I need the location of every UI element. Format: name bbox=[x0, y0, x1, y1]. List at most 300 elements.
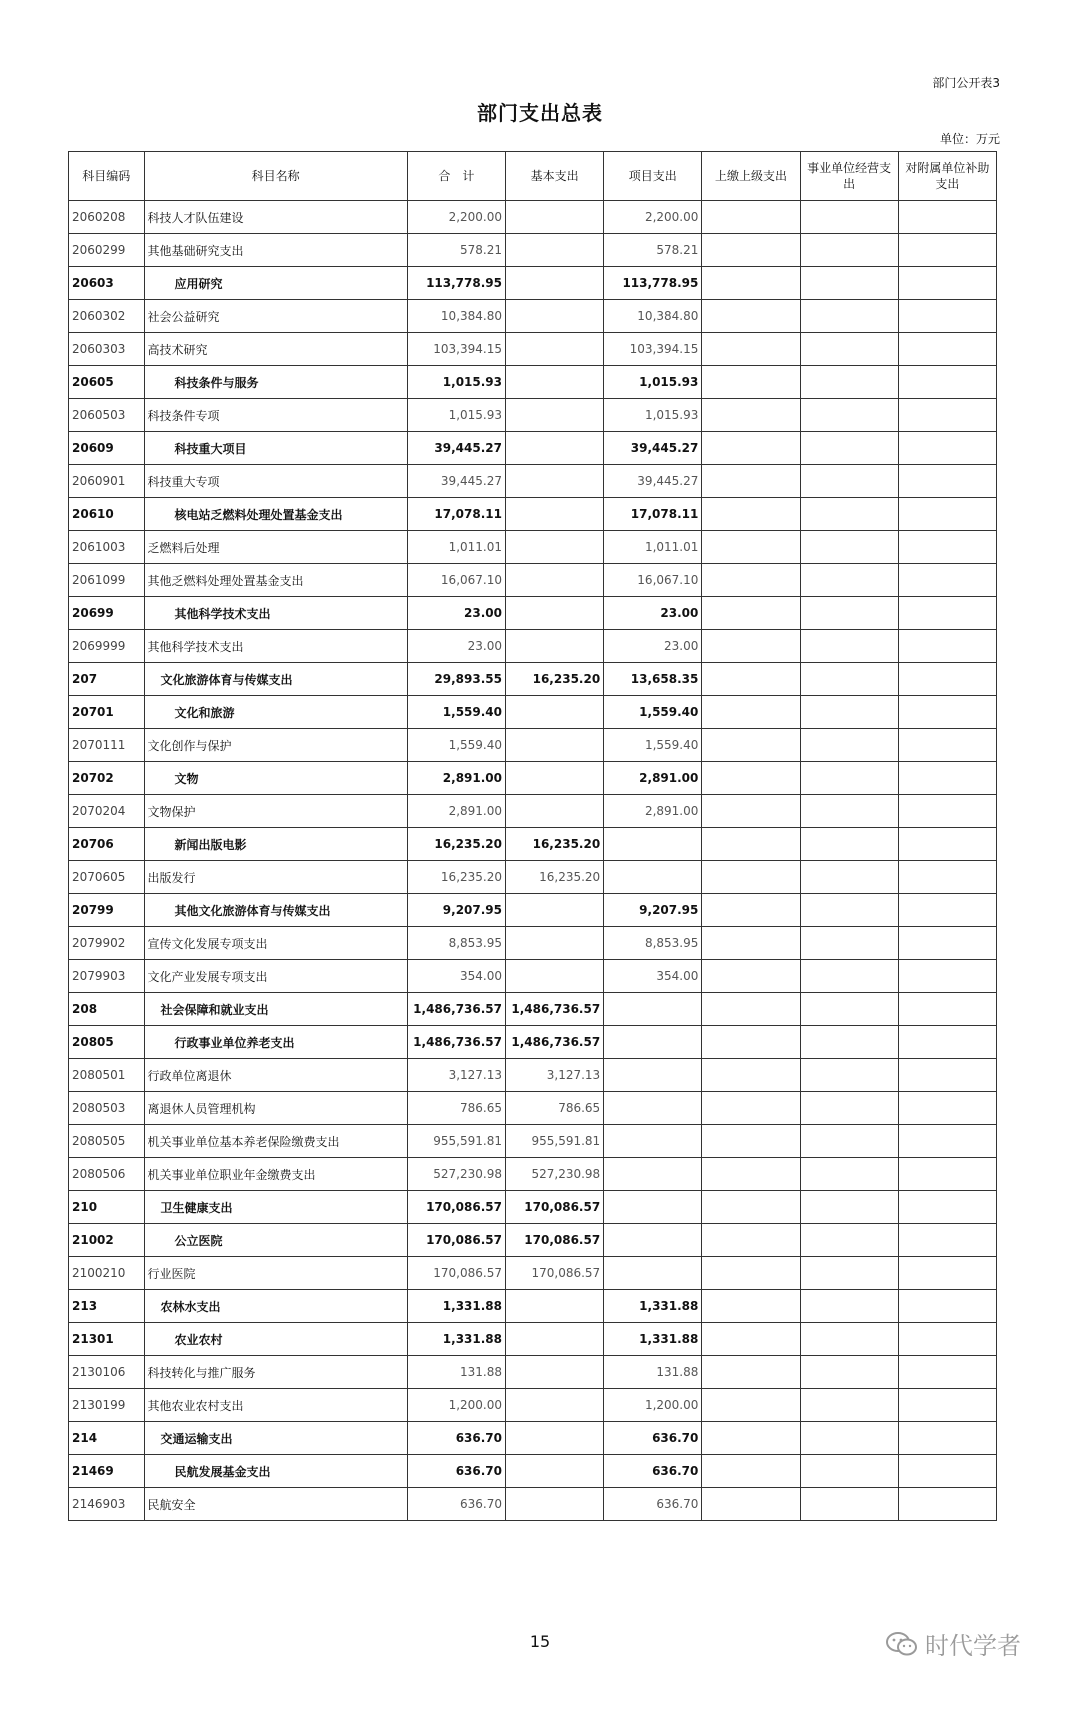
row-name: 农林水支出 bbox=[144, 1290, 407, 1323]
row-basic bbox=[506, 1422, 604, 1455]
row-project: 1,015.93 bbox=[604, 399, 702, 432]
row-business bbox=[800, 696, 898, 729]
row-basic bbox=[506, 927, 604, 960]
row-remit bbox=[702, 1290, 800, 1323]
row-basic: 786.65 bbox=[506, 1092, 604, 1125]
row-code: 2061003 bbox=[69, 531, 145, 564]
row-project bbox=[604, 993, 702, 1026]
row-remit bbox=[702, 1092, 800, 1125]
row-basic: 170,086.57 bbox=[506, 1257, 604, 1290]
table-row bbox=[69, 1191, 997, 1224]
row-business bbox=[800, 1455, 898, 1488]
table-row bbox=[69, 927, 997, 960]
row-business bbox=[800, 597, 898, 630]
row-project bbox=[604, 1257, 702, 1290]
table-row bbox=[69, 1092, 997, 1125]
row-basic bbox=[506, 399, 604, 432]
row-total: 354.00 bbox=[407, 960, 505, 993]
row-code: 207 bbox=[69, 663, 145, 696]
row-project bbox=[604, 1224, 702, 1257]
table-header-row bbox=[69, 152, 997, 201]
row-remit bbox=[702, 366, 800, 399]
table-row bbox=[69, 333, 997, 366]
row-basic: 16,235.20 bbox=[506, 663, 604, 696]
row-code: 2061099 bbox=[69, 564, 145, 597]
row-code: 21301 bbox=[69, 1323, 145, 1356]
row-business bbox=[800, 432, 898, 465]
row-code: 20702 bbox=[69, 762, 145, 795]
row-subsidy bbox=[898, 1059, 996, 1092]
row-project: 1,015.93 bbox=[604, 366, 702, 399]
col-header-project: 项目支出 bbox=[604, 152, 702, 201]
row-subsidy bbox=[898, 201, 996, 234]
row-code: 2080503 bbox=[69, 1092, 145, 1125]
row-total: 2,200.00 bbox=[407, 201, 505, 234]
row-project: 1,559.40 bbox=[604, 696, 702, 729]
row-total: 170,086.57 bbox=[407, 1224, 505, 1257]
row-business bbox=[800, 1422, 898, 1455]
row-project: 23.00 bbox=[604, 597, 702, 630]
row-total: 1,015.93 bbox=[407, 399, 505, 432]
row-subsidy bbox=[898, 861, 996, 894]
row-name: 行业医院 bbox=[144, 1257, 407, 1290]
row-project: 636.70 bbox=[604, 1455, 702, 1488]
row-total: 636.70 bbox=[407, 1488, 505, 1521]
row-subsidy bbox=[898, 1488, 996, 1521]
row-code: 213 bbox=[69, 1290, 145, 1323]
row-name: 机关事业单位职业年金缴费支出 bbox=[144, 1158, 407, 1191]
row-code: 2060303 bbox=[69, 333, 145, 366]
row-subsidy bbox=[898, 1092, 996, 1125]
row-total: 636.70 bbox=[407, 1455, 505, 1488]
row-basic bbox=[506, 1290, 604, 1323]
row-basic: 170,086.57 bbox=[506, 1191, 604, 1224]
row-name: 科技条件专项 bbox=[144, 399, 407, 432]
row-business bbox=[800, 1125, 898, 1158]
table-row bbox=[69, 762, 997, 795]
row-total: 16,067.10 bbox=[407, 564, 505, 597]
row-total: 2,891.00 bbox=[407, 795, 505, 828]
row-remit bbox=[702, 1125, 800, 1158]
row-total: 1,331.88 bbox=[407, 1290, 505, 1323]
row-name: 交通运输支出 bbox=[144, 1422, 407, 1455]
row-name: 其他农业农村支出 bbox=[144, 1389, 407, 1422]
col-header-subsidy: 对附属单位补助支出 bbox=[898, 152, 996, 201]
row-business bbox=[800, 1158, 898, 1191]
row-code: 21469 bbox=[69, 1455, 145, 1488]
row-project bbox=[604, 1059, 702, 1092]
row-name: 新闻出版电影 bbox=[144, 828, 407, 861]
table-row bbox=[69, 795, 997, 828]
row-business bbox=[800, 1059, 898, 1092]
table-row bbox=[69, 465, 997, 498]
table-row bbox=[69, 366, 997, 399]
row-name: 农业农村 bbox=[144, 1323, 407, 1356]
row-basic bbox=[506, 300, 604, 333]
row-project: 16,067.10 bbox=[604, 564, 702, 597]
row-subsidy bbox=[898, 1191, 996, 1224]
row-total: 1,331.88 bbox=[407, 1323, 505, 1356]
row-project: 17,078.11 bbox=[604, 498, 702, 531]
table-row bbox=[69, 234, 997, 267]
row-name: 社会保障和就业支出 bbox=[144, 993, 407, 1026]
row-basic: 170,086.57 bbox=[506, 1224, 604, 1257]
row-remit bbox=[702, 828, 800, 861]
row-subsidy bbox=[898, 1125, 996, 1158]
row-subsidy bbox=[898, 762, 996, 795]
row-total: 1,011.01 bbox=[407, 531, 505, 564]
row-business bbox=[800, 861, 898, 894]
col-header-total: 合 计 bbox=[407, 152, 505, 201]
row-code: 2146903 bbox=[69, 1488, 145, 1521]
row-remit bbox=[702, 1455, 800, 1488]
row-name: 机关事业单位基本养老保险缴费支出 bbox=[144, 1125, 407, 1158]
row-name: 行政事业单位养老支出 bbox=[144, 1026, 407, 1059]
row-code: 210 bbox=[69, 1191, 145, 1224]
row-business bbox=[800, 564, 898, 597]
row-total: 170,086.57 bbox=[407, 1191, 505, 1224]
row-code: 2080501 bbox=[69, 1059, 145, 1092]
table-row bbox=[69, 1356, 997, 1389]
row-basic: 527,230.98 bbox=[506, 1158, 604, 1191]
row-total: 39,445.27 bbox=[407, 432, 505, 465]
row-remit bbox=[702, 1323, 800, 1356]
row-subsidy bbox=[898, 729, 996, 762]
row-project: 1,331.88 bbox=[604, 1323, 702, 1356]
row-name: 出版发行 bbox=[144, 861, 407, 894]
row-basic bbox=[506, 762, 604, 795]
row-project: 10,384.80 bbox=[604, 300, 702, 333]
row-name: 社会公益研究 bbox=[144, 300, 407, 333]
row-remit bbox=[702, 1191, 800, 1224]
row-project: 1,011.01 bbox=[604, 531, 702, 564]
row-code: 20699 bbox=[69, 597, 145, 630]
row-remit bbox=[702, 201, 800, 234]
row-remit bbox=[702, 960, 800, 993]
row-subsidy bbox=[898, 465, 996, 498]
table-row bbox=[69, 531, 997, 564]
row-basic bbox=[506, 729, 604, 762]
row-name: 其他科学技术支出 bbox=[144, 630, 407, 663]
row-business bbox=[800, 729, 898, 762]
row-remit bbox=[702, 1389, 800, 1422]
row-code: 2100210 bbox=[69, 1257, 145, 1290]
row-code: 2080506 bbox=[69, 1158, 145, 1191]
row-business bbox=[800, 201, 898, 234]
row-name: 科技条件与服务 bbox=[144, 366, 407, 399]
row-basic bbox=[506, 531, 604, 564]
row-code: 20605 bbox=[69, 366, 145, 399]
row-code: 2060901 bbox=[69, 465, 145, 498]
row-subsidy bbox=[898, 1224, 996, 1257]
row-remit bbox=[702, 399, 800, 432]
page-title: 部门支出总表 bbox=[477, 101, 603, 125]
row-total: 578.21 bbox=[407, 234, 505, 267]
row-project: 9,207.95 bbox=[604, 894, 702, 927]
row-subsidy bbox=[898, 564, 996, 597]
row-subsidy bbox=[898, 300, 996, 333]
row-code: 2130106 bbox=[69, 1356, 145, 1389]
row-business bbox=[800, 1257, 898, 1290]
row-total: 955,591.81 bbox=[407, 1125, 505, 1158]
row-name: 应用研究 bbox=[144, 267, 407, 300]
row-total: 113,778.95 bbox=[407, 267, 505, 300]
row-business bbox=[800, 993, 898, 1026]
row-total: 9,207.95 bbox=[407, 894, 505, 927]
row-code: 208 bbox=[69, 993, 145, 1026]
row-code: 21002 bbox=[69, 1224, 145, 1257]
row-basic bbox=[506, 201, 604, 234]
row-business bbox=[800, 828, 898, 861]
row-remit bbox=[702, 531, 800, 564]
row-subsidy bbox=[898, 1257, 996, 1290]
unit-label: 单位：万元 bbox=[939, 132, 1000, 146]
row-code: 20701 bbox=[69, 696, 145, 729]
row-code: 2070605 bbox=[69, 861, 145, 894]
table-row bbox=[69, 1389, 997, 1422]
row-total: 3,127.13 bbox=[407, 1059, 505, 1092]
row-subsidy bbox=[898, 828, 996, 861]
row-total: 17,078.11 bbox=[407, 498, 505, 531]
row-remit bbox=[702, 630, 800, 663]
row-code: 2079902 bbox=[69, 927, 145, 960]
row-subsidy bbox=[898, 1026, 996, 1059]
row-remit bbox=[702, 300, 800, 333]
row-project: 39,445.27 bbox=[604, 432, 702, 465]
col-header-name: 科目名称 bbox=[144, 152, 407, 201]
row-remit bbox=[702, 234, 800, 267]
row-basic bbox=[506, 1323, 604, 1356]
table-row bbox=[69, 993, 997, 1026]
row-code: 2079903 bbox=[69, 960, 145, 993]
row-name: 民航安全 bbox=[144, 1488, 407, 1521]
table-row bbox=[69, 597, 997, 630]
row-code: 2060208 bbox=[69, 201, 145, 234]
row-code: 2060299 bbox=[69, 234, 145, 267]
row-name: 核电站乏燃料处理处置基金支出 bbox=[144, 498, 407, 531]
row-project bbox=[604, 1158, 702, 1191]
row-code: 214 bbox=[69, 1422, 145, 1455]
row-name: 文化旅游体育与传媒支出 bbox=[144, 663, 407, 696]
row-basic: 3,127.13 bbox=[506, 1059, 604, 1092]
row-business bbox=[800, 1488, 898, 1521]
row-basic bbox=[506, 597, 604, 630]
row-subsidy bbox=[898, 696, 996, 729]
table-row bbox=[69, 1455, 997, 1488]
row-name: 公立医院 bbox=[144, 1224, 407, 1257]
table-row bbox=[69, 729, 997, 762]
row-basic: 1,486,736.57 bbox=[506, 1026, 604, 1059]
row-project: 103,394.15 bbox=[604, 333, 702, 366]
table-row bbox=[69, 663, 997, 696]
row-basic bbox=[506, 630, 604, 663]
row-subsidy bbox=[898, 1389, 996, 1422]
row-subsidy bbox=[898, 1455, 996, 1488]
row-business bbox=[800, 366, 898, 399]
table-row bbox=[69, 1257, 997, 1290]
row-total: 16,235.20 bbox=[407, 861, 505, 894]
row-project bbox=[604, 828, 702, 861]
col-header-business: 事业单位经营支出 bbox=[800, 152, 898, 201]
row-project: 578.21 bbox=[604, 234, 702, 267]
table-body bbox=[69, 201, 997, 1521]
row-business bbox=[800, 1323, 898, 1356]
row-subsidy bbox=[898, 1158, 996, 1191]
row-name: 其他基础研究支出 bbox=[144, 234, 407, 267]
row-total: 1,200.00 bbox=[407, 1389, 505, 1422]
row-basic bbox=[506, 267, 604, 300]
row-project bbox=[604, 1092, 702, 1125]
row-remit bbox=[702, 762, 800, 795]
row-subsidy bbox=[898, 993, 996, 1026]
row-subsidy bbox=[898, 366, 996, 399]
row-code: 20603 bbox=[69, 267, 145, 300]
row-basic bbox=[506, 465, 604, 498]
row-name: 文化创作与保护 bbox=[144, 729, 407, 762]
row-project: 2,200.00 bbox=[604, 201, 702, 234]
row-code: 2060503 bbox=[69, 399, 145, 432]
row-project: 1,200.00 bbox=[604, 1389, 702, 1422]
row-name: 科技重大项目 bbox=[144, 432, 407, 465]
row-basic bbox=[506, 795, 604, 828]
table-row bbox=[69, 1323, 997, 1356]
watermark bbox=[885, 1626, 1021, 1661]
row-subsidy bbox=[898, 333, 996, 366]
row-remit bbox=[702, 333, 800, 366]
row-business bbox=[800, 1191, 898, 1224]
row-name: 其他科学技术支出 bbox=[144, 597, 407, 630]
row-project: 1,331.88 bbox=[604, 1290, 702, 1323]
row-remit bbox=[702, 1224, 800, 1257]
row-project: 39,445.27 bbox=[604, 465, 702, 498]
row-total: 1,486,736.57 bbox=[407, 1026, 505, 1059]
row-total: 1,559.40 bbox=[407, 729, 505, 762]
row-remit bbox=[702, 597, 800, 630]
row-remit bbox=[702, 1422, 800, 1455]
row-total: 1,015.93 bbox=[407, 366, 505, 399]
table-row bbox=[69, 894, 997, 927]
row-business bbox=[800, 399, 898, 432]
table-row bbox=[69, 960, 997, 993]
row-code: 20799 bbox=[69, 894, 145, 927]
row-name: 文物 bbox=[144, 762, 407, 795]
row-project: 8,853.95 bbox=[604, 927, 702, 960]
row-total: 1,486,736.57 bbox=[407, 993, 505, 1026]
row-code: 20805 bbox=[69, 1026, 145, 1059]
row-subsidy bbox=[898, 432, 996, 465]
row-business bbox=[800, 1026, 898, 1059]
row-business bbox=[800, 333, 898, 366]
table-row bbox=[69, 498, 997, 531]
row-name: 科技重大专项 bbox=[144, 465, 407, 498]
table-row bbox=[69, 1290, 997, 1323]
wechat-icon bbox=[885, 1630, 919, 1658]
row-business bbox=[800, 498, 898, 531]
row-code: 2130199 bbox=[69, 1389, 145, 1422]
row-name: 民航发展基金支出 bbox=[144, 1455, 407, 1488]
row-basic bbox=[506, 366, 604, 399]
row-subsidy bbox=[898, 1422, 996, 1455]
row-remit bbox=[702, 927, 800, 960]
row-name: 行政单位离退休 bbox=[144, 1059, 407, 1092]
row-basic bbox=[506, 696, 604, 729]
row-remit bbox=[702, 564, 800, 597]
row-project: 131.88 bbox=[604, 1356, 702, 1389]
row-total: 636.70 bbox=[407, 1422, 505, 1455]
row-remit bbox=[702, 861, 800, 894]
watermark-text: 时代学者 bbox=[925, 1632, 1021, 1660]
row-subsidy bbox=[898, 1356, 996, 1389]
table-row bbox=[69, 696, 997, 729]
form-number: 部门公开表3 bbox=[932, 76, 1000, 90]
table-row bbox=[69, 432, 997, 465]
row-basic: 16,235.20 bbox=[506, 828, 604, 861]
row-remit bbox=[702, 465, 800, 498]
table-row bbox=[69, 630, 997, 663]
row-subsidy bbox=[898, 267, 996, 300]
row-business bbox=[800, 663, 898, 696]
row-subsidy bbox=[898, 531, 996, 564]
row-subsidy bbox=[898, 927, 996, 960]
table-row bbox=[69, 1158, 997, 1191]
row-name: 宣传文化发展专项支出 bbox=[144, 927, 407, 960]
row-project bbox=[604, 1125, 702, 1158]
row-basic bbox=[506, 894, 604, 927]
row-basic bbox=[506, 432, 604, 465]
row-code: 20610 bbox=[69, 498, 145, 531]
table-row bbox=[69, 399, 997, 432]
row-project: 2,891.00 bbox=[604, 795, 702, 828]
row-remit bbox=[702, 1257, 800, 1290]
row-code: 20706 bbox=[69, 828, 145, 861]
row-basic: 955,591.81 bbox=[506, 1125, 604, 1158]
table-row bbox=[69, 828, 997, 861]
row-name: 文物保护 bbox=[144, 795, 407, 828]
row-project: 13,658.35 bbox=[604, 663, 702, 696]
row-basic bbox=[506, 1455, 604, 1488]
row-business bbox=[800, 1356, 898, 1389]
row-total: 39,445.27 bbox=[407, 465, 505, 498]
row-code: 20609 bbox=[69, 432, 145, 465]
table-row bbox=[69, 201, 997, 234]
table-row bbox=[69, 1059, 997, 1092]
table-row bbox=[69, 1488, 997, 1521]
row-subsidy bbox=[898, 498, 996, 531]
row-subsidy bbox=[898, 663, 996, 696]
row-basic: 16,235.20 bbox=[506, 861, 604, 894]
row-basic bbox=[506, 960, 604, 993]
row-total: 29,893.55 bbox=[407, 663, 505, 696]
row-code: 2070111 bbox=[69, 729, 145, 762]
row-business bbox=[800, 1224, 898, 1257]
row-project: 636.70 bbox=[604, 1422, 702, 1455]
row-remit bbox=[702, 729, 800, 762]
col-header-remit: 上缴上级支出 bbox=[702, 152, 800, 201]
row-remit bbox=[702, 1059, 800, 1092]
row-total: 23.00 bbox=[407, 597, 505, 630]
table-row bbox=[69, 1422, 997, 1455]
row-name: 文化产业发展专项支出 bbox=[144, 960, 407, 993]
row-subsidy bbox=[898, 960, 996, 993]
table-row bbox=[69, 300, 997, 333]
row-project: 1,559.40 bbox=[604, 729, 702, 762]
row-business bbox=[800, 1389, 898, 1422]
row-business bbox=[800, 531, 898, 564]
row-subsidy bbox=[898, 399, 996, 432]
row-total: 8,853.95 bbox=[407, 927, 505, 960]
expenditure-table bbox=[68, 151, 997, 1521]
row-total: 10,384.80 bbox=[407, 300, 505, 333]
